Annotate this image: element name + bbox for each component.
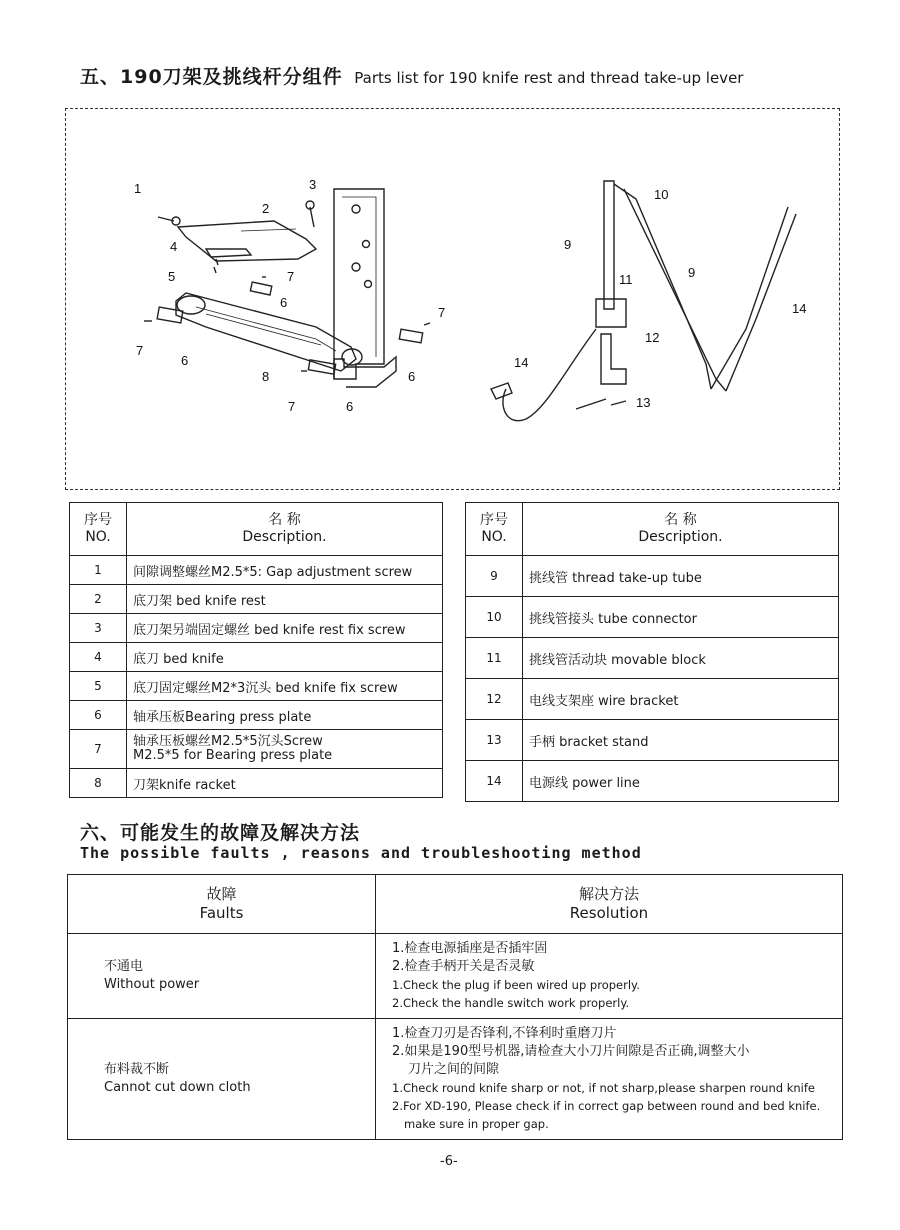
table-header xyxy=(68,875,843,934)
table-row xyxy=(70,769,443,798)
part-no: 6 xyxy=(70,701,127,730)
svg-text:14: 14 xyxy=(514,355,529,370)
part-no: 2 xyxy=(70,585,127,614)
parts-illustration xyxy=(66,109,841,491)
svg-text:9: 9 xyxy=(564,237,572,252)
part-desc: 手柄 bracket stand xyxy=(523,720,839,761)
part-no: 10 xyxy=(466,597,523,638)
fault-cell xyxy=(68,1019,376,1140)
table-row xyxy=(70,585,443,614)
fault-cn: 不通电 xyxy=(104,959,144,974)
part-desc xyxy=(127,730,443,769)
part-no: 13 xyxy=(466,720,523,761)
parts-table-left xyxy=(69,502,443,798)
svg-text:9: 9 xyxy=(688,265,696,280)
header-no xyxy=(70,503,127,556)
table-row xyxy=(70,614,443,643)
header-faults-cn: 故障 xyxy=(206,885,237,903)
resolution-cell xyxy=(376,1019,843,1140)
header-resolution-en: Resolution xyxy=(569,904,649,922)
header-no-cn: 序号 xyxy=(84,512,112,528)
header-desc-cn: 名 称 xyxy=(664,512,697,528)
header-desc-en: Description. xyxy=(242,529,327,545)
header-no-cn: 序号 xyxy=(480,512,508,528)
header-no xyxy=(466,503,523,556)
header-desc-cn: 名 称 xyxy=(268,512,301,528)
faults-table xyxy=(67,874,843,1140)
part-no: 12 xyxy=(466,679,523,720)
part-no: 3 xyxy=(70,614,127,643)
parts-table-right xyxy=(465,502,839,802)
header-no-en: NO. xyxy=(481,529,507,545)
svg-text:2: 2 xyxy=(262,201,270,216)
svg-text:6: 6 xyxy=(181,353,189,368)
part-desc: 底刀 bed knife xyxy=(127,643,443,672)
part-desc: 轴承压板Bearing press plate xyxy=(127,701,443,730)
table-row xyxy=(466,638,839,679)
svg-text:11: 11 xyxy=(619,272,633,287)
table-row xyxy=(68,934,843,1019)
svg-text:1: 1 xyxy=(134,181,142,196)
part-no: 8 xyxy=(70,769,127,798)
section-title-parts xyxy=(80,62,743,89)
table-row xyxy=(466,761,839,802)
part-no: 7 xyxy=(70,730,127,769)
svg-text:8: 8 xyxy=(262,369,270,384)
svg-text:6: 6 xyxy=(280,295,288,310)
header-desc-en: Description. xyxy=(638,529,723,545)
resolution-cell xyxy=(376,934,843,1019)
part-desc: 挑线管接头 tube connector xyxy=(523,597,839,638)
part-no: 11 xyxy=(466,638,523,679)
svg-text:10: 10 xyxy=(654,187,669,202)
resolution-line: 1.检查电源插座是否插牢固 xyxy=(392,941,548,956)
part-desc-line1: 轴承压板螺丝M2.5*5沉头Screw xyxy=(133,734,323,749)
svg-text:6: 6 xyxy=(346,399,354,414)
header-resolution xyxy=(376,875,843,934)
part-no: 1 xyxy=(70,556,127,585)
svg-text:7: 7 xyxy=(287,269,295,284)
part-no: 14 xyxy=(466,761,523,802)
resolution-line: 1.Check the plug if been wired up properly. xyxy=(392,978,640,992)
resolution-line: 2.For XD-190, Please check if in correct gap between round and bed knife. xyxy=(392,1099,821,1113)
table-row xyxy=(466,679,839,720)
section-title-faults xyxy=(80,818,360,845)
part-desc-line2: M2.5*5 for Bearing press plate xyxy=(133,748,333,763)
table-row xyxy=(70,643,443,672)
fault-en: Without power xyxy=(104,977,200,992)
table-row xyxy=(68,1019,843,1140)
resolution-line: 2.检查手柄开关是否灵敏 xyxy=(392,959,535,974)
part-desc: 刀架knife racket xyxy=(127,769,443,798)
svg-text:5: 5 xyxy=(168,269,176,284)
part-desc: 挑线管 thread take-up tube xyxy=(523,556,839,597)
table-row xyxy=(70,730,443,769)
resolution-line: 2.Check the handle switch work properly. xyxy=(392,996,630,1010)
resolution-line: 刀片之间的间隙 xyxy=(408,1062,500,1077)
svg-text:6: 6 xyxy=(408,369,416,384)
header-resolution-cn: 解决方法 xyxy=(578,885,639,903)
section-title-faults-en: The possible faults , reasons and troubleshooting method xyxy=(80,844,642,862)
svg-text:12: 12 xyxy=(645,330,660,345)
svg-text:7: 7 xyxy=(288,399,296,414)
resolution-line: 1.Check round knife sharp or not, if not sharp,please sharpen round knife xyxy=(392,1081,815,1095)
svg-text:4: 4 xyxy=(170,239,178,254)
resolution-line: 1.检查刀刃是否锋利,不锋利时重磨刀片 xyxy=(392,1026,617,1041)
table-row xyxy=(466,597,839,638)
part-desc: 底刀架 bed knife rest xyxy=(127,585,443,614)
part-desc: 挑线管活动块 movable block xyxy=(523,638,839,679)
header-faults-en: Faults xyxy=(199,904,244,922)
svg-text:7: 7 xyxy=(136,343,144,358)
svg-text:14: 14 xyxy=(792,301,807,316)
table-row xyxy=(70,672,443,701)
table-header xyxy=(70,503,443,556)
part-desc: 底刀架另端固定螺丝 bed knife rest fix screw xyxy=(127,614,443,643)
fault-en: Cannot cut down cloth xyxy=(104,1080,251,1095)
part-no: 5 xyxy=(70,672,127,701)
header-desc xyxy=(127,503,443,556)
svg-text:3: 3 xyxy=(309,177,317,192)
svg-text:7: 7 xyxy=(438,305,446,320)
header-desc xyxy=(523,503,839,556)
part-desc: 电源线 power line xyxy=(523,761,839,802)
resolution-line: make sure in proper gap. xyxy=(404,1117,549,1131)
section-title-cn: 五、190刀架及挑线杆分组件 xyxy=(80,66,343,88)
svg-text:13: 13 xyxy=(636,395,651,410)
fault-cn: 布料裁不断 xyxy=(104,1062,170,1077)
table-row xyxy=(70,701,443,730)
table-row xyxy=(70,556,443,585)
part-desc: 底刀固定螺丝M2*3沉头 bed knife fix screw xyxy=(127,672,443,701)
part-desc: 间隙调整螺丝M2.5*5: Gap adjustment screw xyxy=(127,556,443,585)
fault-cell xyxy=(68,934,376,1019)
section-title-en: Parts list for 190 knife rest and thread take-up lever xyxy=(354,69,744,87)
page-number: -6- xyxy=(440,1154,458,1169)
part-no: 4 xyxy=(70,643,127,672)
header-no-en: NO. xyxy=(85,529,111,545)
header-faults xyxy=(68,875,376,934)
table-header xyxy=(466,503,839,556)
part-no: 9 xyxy=(466,556,523,597)
resolution-line: 2.如果是190型号机器,请检查大小刀片间隙是否正确,调整大小 xyxy=(392,1044,750,1059)
part-desc: 电线支架座 wire bracket xyxy=(523,679,839,720)
section-title-cn: 六、可能发生的故障及解决方法 xyxy=(80,822,361,844)
table-row xyxy=(466,556,839,597)
exploded-diagram xyxy=(65,108,840,490)
table-row xyxy=(466,720,839,761)
